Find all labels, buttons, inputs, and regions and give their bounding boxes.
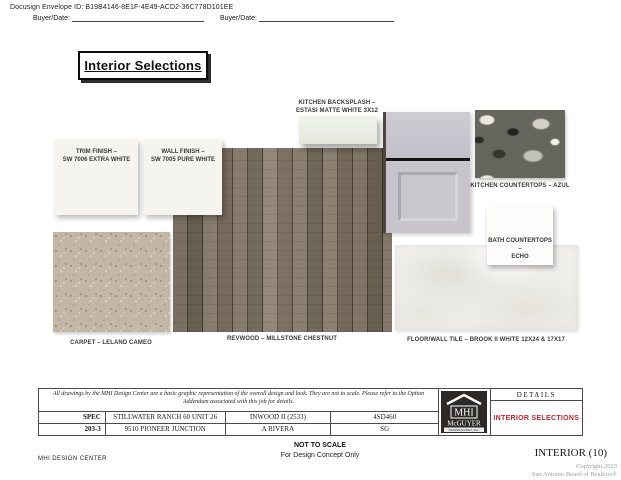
backsplash-label-line2: ESTASI MATTE WHITE 3X12 [295, 108, 379, 114]
disclaimer-text: All drawings by the MHI Design Center are a basic graphic representation of the overall design and look. They are not to scale. Please refer to the Option Addendum associated with this job for details. [39, 389, 438, 412]
cabinet-door-panel [398, 172, 458, 221]
logo-mcguyer-text: McGUYER [447, 419, 482, 428]
kitchen-countertop-label [450, 182, 590, 190]
spec-cell-plan: INWOOD II (2533) [226, 412, 332, 423]
spec-table-row [39, 412, 438, 424]
kitchen-countertop-sample [475, 110, 565, 178]
backsplash-tile-sample [299, 116, 377, 144]
copyright-note [532, 463, 617, 478]
cabinet-sample [383, 112, 470, 233]
logo-sub-text: HOMEBUILDERS, INC. [448, 428, 480, 432]
spec-cell-type: SPEC [39, 412, 106, 423]
signature-line-1[interactable] [72, 13, 204, 22]
spec-cell-lot: 203-3 [39, 424, 106, 435]
bath-countertop-label-line2: ECHO [511, 254, 529, 260]
revwood-label-text: REVWOOD – MILLSTONE CHESTNUT [226, 336, 338, 342]
bath-countertop-label-line1: BATH COUNTERTOPS – [488, 238, 552, 252]
wall-finish-swatch [144, 139, 222, 215]
trim-finish-label-line2: SW 7006 EXTRA WHITE [62, 157, 131, 163]
details-header: DETAILS [491, 389, 582, 401]
spec-cell-designer: A RIVERA [226, 424, 332, 435]
envelope-id: Docusign Envelope ID: B19B4146-8E1F-4E49-ACD2-36C778D101EE [10, 4, 234, 11]
spec-cell-code: 4SD460 [373, 413, 397, 422]
bath-countertop-sample [487, 206, 553, 265]
trim-finish-label-line1: TRIM FINISH – [75, 149, 117, 155]
buyer-date-label-2: Buyer/Date: [220, 15, 257, 22]
details-cell [491, 389, 582, 435]
spec-cell-community: STILLWATER RANCH 60 UNIT 26 [106, 412, 226, 423]
carpet-label-text: CARPET – LELAND CAMEO [70, 340, 152, 346]
not-to-scale-note: NOT TO SCALE [294, 442, 346, 449]
design-center-label: MHI DESIGN CENTER [38, 456, 107, 462]
spec-table [38, 388, 583, 436]
mhi-logo [441, 391, 487, 433]
floor-wall-tile-label-text: FLOOR/WALL TILE – BROOK II WHITE 12X24 & 17X17 [407, 337, 565, 343]
spec-table-left [39, 389, 439, 435]
copyright-line-2: San Antonio Board of Realtors® [531, 470, 617, 478]
spec-table-row [39, 424, 438, 435]
bath-countertop-label [487, 237, 553, 261]
wall-finish-label [144, 148, 222, 164]
backsplash-label-line1: KITCHEN BACKSPLASH – [298, 100, 376, 106]
carpet-label [41, 339, 181, 347]
signature-line-2[interactable] [259, 13, 394, 22]
cabinet-door [386, 161, 470, 233]
mhi-logo-cell [439, 389, 491, 435]
wall-finish-label-line2: SW 7005 PURE WHITE [150, 157, 215, 163]
spec-cell-status: SG [380, 425, 390, 434]
revwood-label [182, 335, 382, 343]
spec-cell-address: 9510 PIONEER JUNCTION [106, 424, 226, 435]
carpet-sample [53, 232, 170, 332]
page-title: Interior Selections [84, 58, 202, 73]
wall-finish-label-line1: WALL FINISH – [161, 149, 205, 155]
buyer-date-field-2 [220, 13, 394, 22]
page-label: INTERIOR (10) [534, 447, 607, 459]
design-concept-note: For Design Concept Only [280, 452, 360, 459]
trim-finish-swatch [55, 139, 138, 215]
buyer-date-label-1: Buyer/Date: [33, 15, 70, 22]
buyer-date-field-1 [33, 13, 204, 22]
page-title-box [78, 51, 208, 80]
trim-finish-label [55, 148, 138, 164]
backsplash-label [262, 99, 412, 115]
logo-mhi-text: MHI [454, 407, 475, 419]
kitchen-countertop-label-text: KITCHEN COUNTERTOPS – AZUL [470, 183, 570, 189]
details-value: INTERIOR SELECTIONS [493, 414, 580, 422]
copyright-line-1: Copyright 2023 [576, 463, 617, 470]
cabinet-drawer-front [386, 112, 470, 158]
floor-wall-tile-label [386, 336, 586, 344]
